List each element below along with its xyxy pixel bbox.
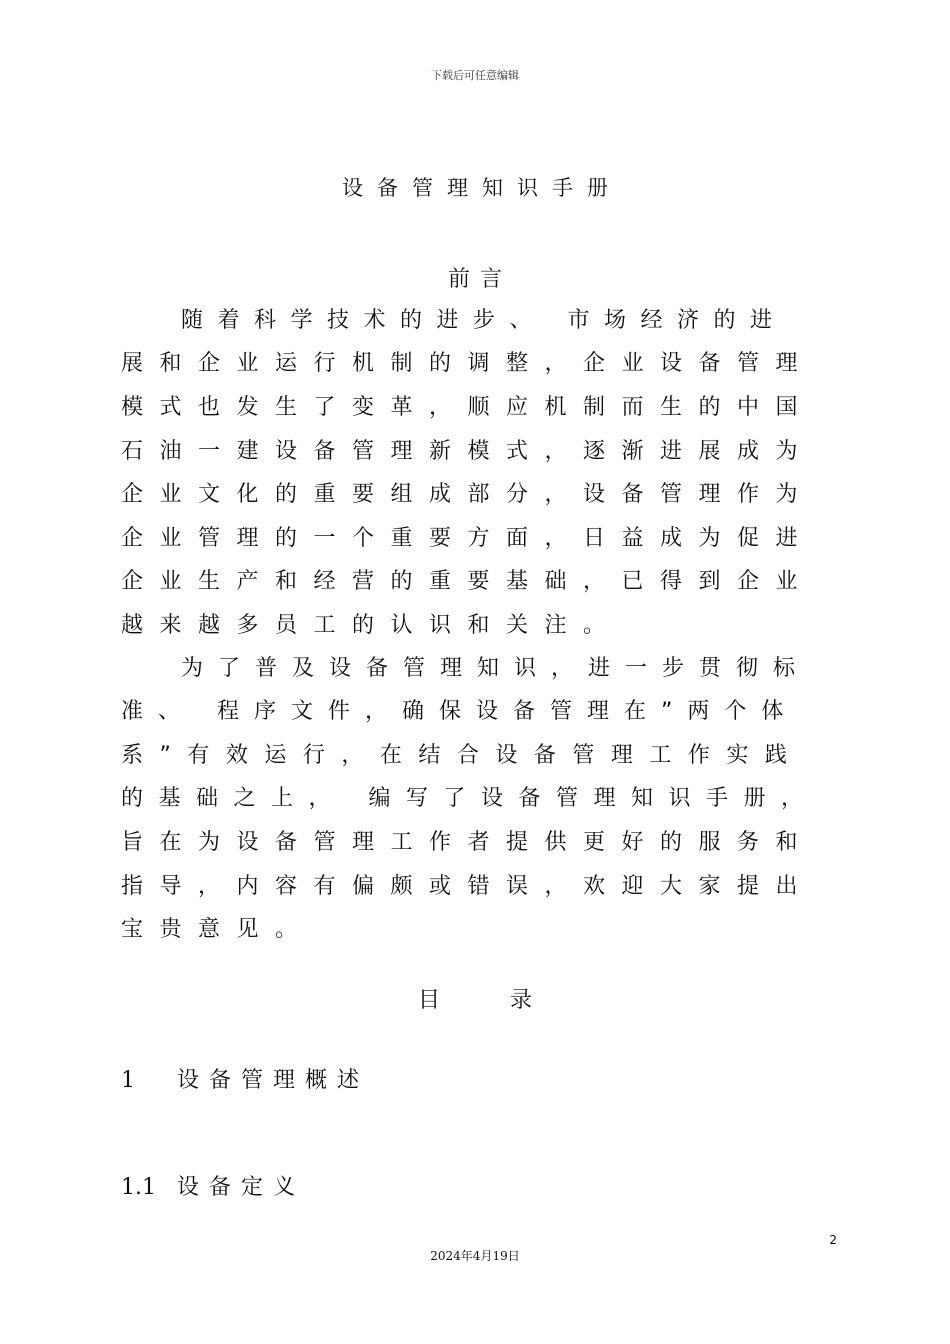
- toc-section-1: [121, 1063, 369, 1094]
- document-title: 设备管理知识手册: [342, 176, 622, 200]
- paragraph-line: 系”有效运行，在结合设备管理工作实践: [121, 743, 804, 768]
- paragraph-line: 旨在为设备管理工作者提供更好的服务和: [121, 830, 815, 855]
- paragraph-line: 企业管理的一个重要方面，日益成为促进: [121, 526, 815, 551]
- paragraph-line: 为了普及设备管理知识，进一步贯彻标: [181, 656, 811, 681]
- section-title: 设备定义: [177, 1175, 306, 1200]
- paragraph-line: 企业生产和经营的重要基础，已得到企业: [121, 569, 815, 594]
- page-header: 下载后可任意编辑: [431, 69, 519, 82]
- paragraph-line: 企业文化的重要组成部分，设备管理作为: [121, 482, 815, 507]
- section-title: 设备管理概述: [177, 1068, 370, 1093]
- section-number: 1: [121, 1068, 135, 1093]
- section-number: 1.1: [121, 1175, 156, 1200]
- paragraph-line: 模式也发生了变革，顺应机制而生的中国: [121, 395, 815, 420]
- toc-heading-right: 录: [510, 988, 533, 1013]
- paragraph-line: 准、 程序文件，确保设备管理在”两个体: [121, 699, 799, 724]
- preface-heading: 前言: [447, 267, 512, 292]
- paragraph-line: 石油一建设备管理新模式，逐渐进展成为: [121, 439, 815, 464]
- paragraph-line: 随着科学技术的进步、 市场经济的进: [181, 308, 787, 333]
- paragraph-line: 指导，内容有偏颇或错误，欢迎大家提出: [121, 874, 815, 899]
- paragraph-line: 宝贵意见。: [121, 917, 314, 942]
- footer-date: 2024年4月19日: [430, 1249, 520, 1263]
- toc-heading: [0, 983, 950, 1014]
- page-number: 2: [829, 1233, 837, 1247]
- paragraph-line: 的基础之上， 编写了设备管理知识手册，: [121, 786, 819, 811]
- paragraph-line: 展和企业运行机制的调整，企业设备管理: [121, 351, 815, 376]
- toc-heading-left: 目: [417, 988, 440, 1013]
- paragraph-line: 越来越多员工的认识和关注。: [121, 613, 622, 638]
- toc-section-1-1: [121, 1170, 305, 1201]
